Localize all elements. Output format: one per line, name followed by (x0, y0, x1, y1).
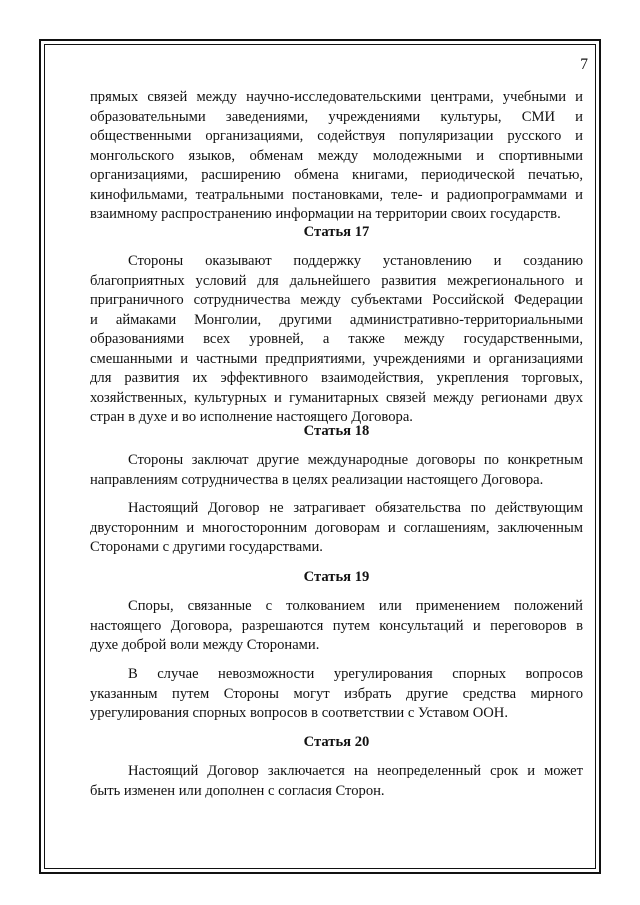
article-18-heading: Статья 18 (303, 423, 370, 439)
text-line: прямых связей между научно-исследовательскими центрами, учебными и (90, 89, 583, 105)
text-line: Стороны заключат другие международные договоры по конкретным (128, 452, 583, 468)
text-line: В случае невозможности урегулирования спорных вопросов (128, 666, 583, 682)
text-line: Настоящий Договор не затрагивает обязательства по действующим (128, 500, 583, 516)
text-line: Споры, связанные с толкованием или применением положений (128, 598, 583, 614)
article-19-paragraph-1 (90, 597, 583, 656)
text-line: направлениям сотрудничества в целях реализации настоящего Договора. (90, 471, 544, 488)
text-line: Сторонами с другими государствами. (90, 539, 323, 555)
text-line: для развития их эффективного взаимодействия, укрепления торговых, (90, 370, 583, 386)
text-line: хозяйственных, культурных и гуманитарных связей между регионами двух (90, 389, 583, 406)
text-line: образовательными заведениями, учреждениями культуры, СМИ и (90, 108, 583, 125)
article-18-paragraph-1 (90, 451, 583, 490)
page-number: 7 (580, 56, 588, 73)
text-line: и аймаками Монголии, другими административно-территориальными (90, 311, 583, 328)
text-line: взаимному распространению информации на территории своих государств. (90, 206, 561, 222)
opening-paragraph (90, 88, 583, 225)
text-line: приграничного сотрудничества между субъектами Российской Федерации (90, 292, 583, 308)
text-line: указанным путем Стороны могут избрать другие средства мирного (90, 685, 583, 702)
text-line: образованиями всех уровней, а также между государственными, (90, 331, 583, 347)
text-line: стран в духе и во исполнение настоящего Договора. (90, 409, 413, 425)
text-line: кинофильмами, театральными постановками, теле- и радиопрограммами и (90, 186, 583, 203)
text-line: Настоящий Договор заключается на неопределенный срок и может (128, 763, 583, 779)
text-line: настоящего Договора, разрешаются путем консультаций и переговоров в (90, 617, 583, 634)
text-line: урегулирования спорных вопросов в соответствии с Уставом ООН. (90, 705, 508, 721)
text-line: духе доброй воли между Сторонами. (90, 637, 320, 653)
text-line: Стороны оказывают поддержку установлению и созданию (128, 253, 583, 269)
article-17-paragraph (90, 252, 583, 428)
text-line: монгольского языков, обменам между молодежными и спортивными (90, 147, 583, 164)
article-19-paragraph-2 (90, 665, 583, 724)
text-line: смешанными и частными предприятиями, учреждениями и организациями (90, 350, 583, 367)
article-19-heading: Статья 19 (303, 569, 370, 585)
text-line: организациями, расширению обмена книгами, периодической печатью, (90, 167, 583, 183)
text-line: благоприятных условий для дальнейшего развития межрегионального и (90, 272, 583, 289)
text-line: двусторонним и многосторонним договорам и соглашениям, заключенным (90, 519, 583, 536)
article-18-paragraph-2 (90, 499, 583, 558)
text-line: общественными организациями, содействуя популяризации русского и (90, 128, 583, 144)
article-17-heading: Статья 17 (303, 224, 370, 240)
article-20-heading: Статья 20 (303, 734, 370, 750)
article-20-paragraph (90, 762, 583, 801)
text-line: быть изменен или дополнен с согласия Сторон. (90, 782, 385, 799)
